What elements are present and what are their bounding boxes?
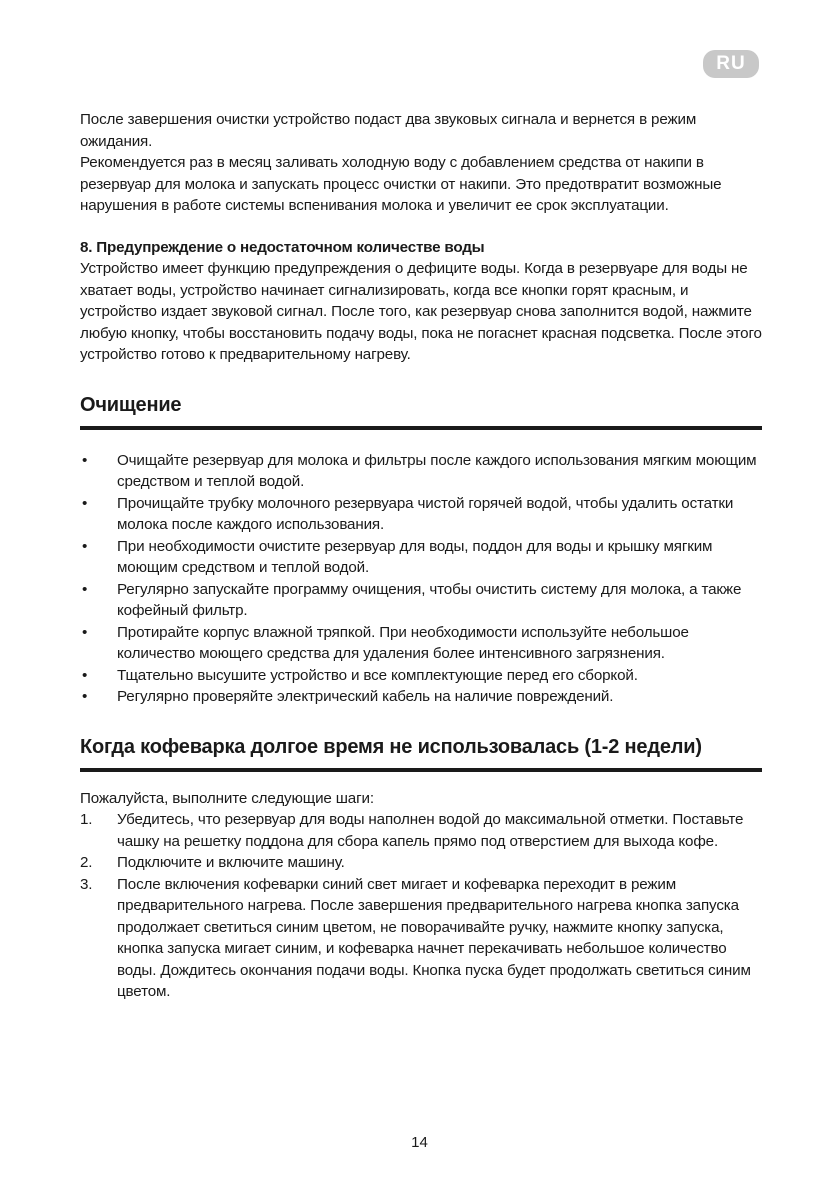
step-item: 2. Подключите и включите машину.	[80, 852, 762, 874]
bullet-icon: •	[82, 688, 88, 705]
list-item: • Прочищайте трубку молочного резервуара чистой горячей водой, чтобы удалить остатки молока после каждого использования.	[82, 494, 734, 533]
long-unused-intro: Пожалуйста, выполните следующие шаги:	[80, 789, 374, 807]
cleaning-list	[80, 450, 762, 708]
page-content	[80, 109, 762, 1003]
bullet-icon: •	[82, 451, 88, 469]
long-unused-steps	[80, 809, 762, 1003]
step-item: 1. Убедитесь, что резервуар для воды наполнен водой до максимальной отметки. Поставьте чашку на решетку поддона для сбора капель прямо под отверстием для выхода кофе.	[80, 811, 744, 850]
step-number: 1.	[80, 811, 93, 828]
long-unused-section-title: Когда кофеварка долгое время не использовалась (1-2 недели)	[80, 735, 702, 758]
bullet-icon: •	[82, 537, 88, 555]
step-number: 3.	[80, 875, 93, 893]
list-item: • Регулярно запускайте программу очищения, чтобы очистить систему для молока, а также кофейный фильтр.	[82, 580, 742, 619]
language-badge: RU	[703, 50, 759, 78]
cleaning-section-title: Очищение	[80, 393, 182, 416]
step-item: 3. После включения кофеварки синий свет мигает и кофеварка переходит в режим предварительного нагрева. После завершения предварительного нагрева кнопка запуска продолжает светиться синим цветом, не поворачивайте ручку, нажмите кнопку запуска, кнопка запуска мигает синим, и кофеварка начнет перекачивать небольшое количество воды. Дождитесь окончания подачи воды. Кнопка пуска будет продолжать светиться синим цветом.	[80, 875, 751, 1000]
bullet-icon: •	[82, 580, 88, 598]
bullet-icon: •	[82, 623, 88, 641]
step-number: 2.	[80, 854, 93, 871]
list-item: • Регулярно проверяйте электрический кабель на наличие повреждений.	[80, 686, 762, 708]
bullet-icon: •	[82, 666, 88, 684]
bullet-icon: •	[82, 494, 88, 512]
water-warning-heading: 8. Предупреждение о недостаточном количестве воды	[80, 238, 485, 256]
list-item: • Очищайте резервуар для молока и фильтры после каждого использования мягким моющим средством и теплой водой.	[82, 451, 757, 490]
intro-paragraph-2: Рекомендуется раз в месяц заливать холодную воду с добавлением средства от накипи в резервуар для молока и запускать процесс очистки от накипи. Это предотвратит возможные нарушения в работе системы вспенивания молока и увеличит ее срок эксплуатации.	[80, 154, 722, 214]
intro-paragraph-1: После завершения очистки устройство подаст два звуковых сигнала и вернется в режим ожидания.	[80, 111, 697, 150]
page-number: 14	[411, 1134, 428, 1151]
list-item: • Протирайте корпус влажной тряпкой. При необходимости используйте небольшое количество моющего средства для удаления более интенсивного загрязнения.	[82, 623, 689, 662]
list-item: • При необходимости очистите резервуар для воды, поддон для воды и крышку мягким моющим средством и теплой водой.	[82, 537, 713, 576]
water-warning-text: Устройство имеет функцию предупреждения о дефиците воды. Когда в резервуаре для воды не хватает воды, устройство начинает сигнализировать, когда все кнопки горят красным, и устройство издает звуковой сигнал. После того, как резервуар снова заполнится водой, нажмите любую кнопку, чтобы восстановить подачу воды, пока не погаснет красная подсветка. После этого устройство готово к предварительному нагреву.	[80, 260, 762, 363]
list-item: • Тщательно высушите устройство и все комплектующие перед его сборкой.	[80, 665, 762, 687]
